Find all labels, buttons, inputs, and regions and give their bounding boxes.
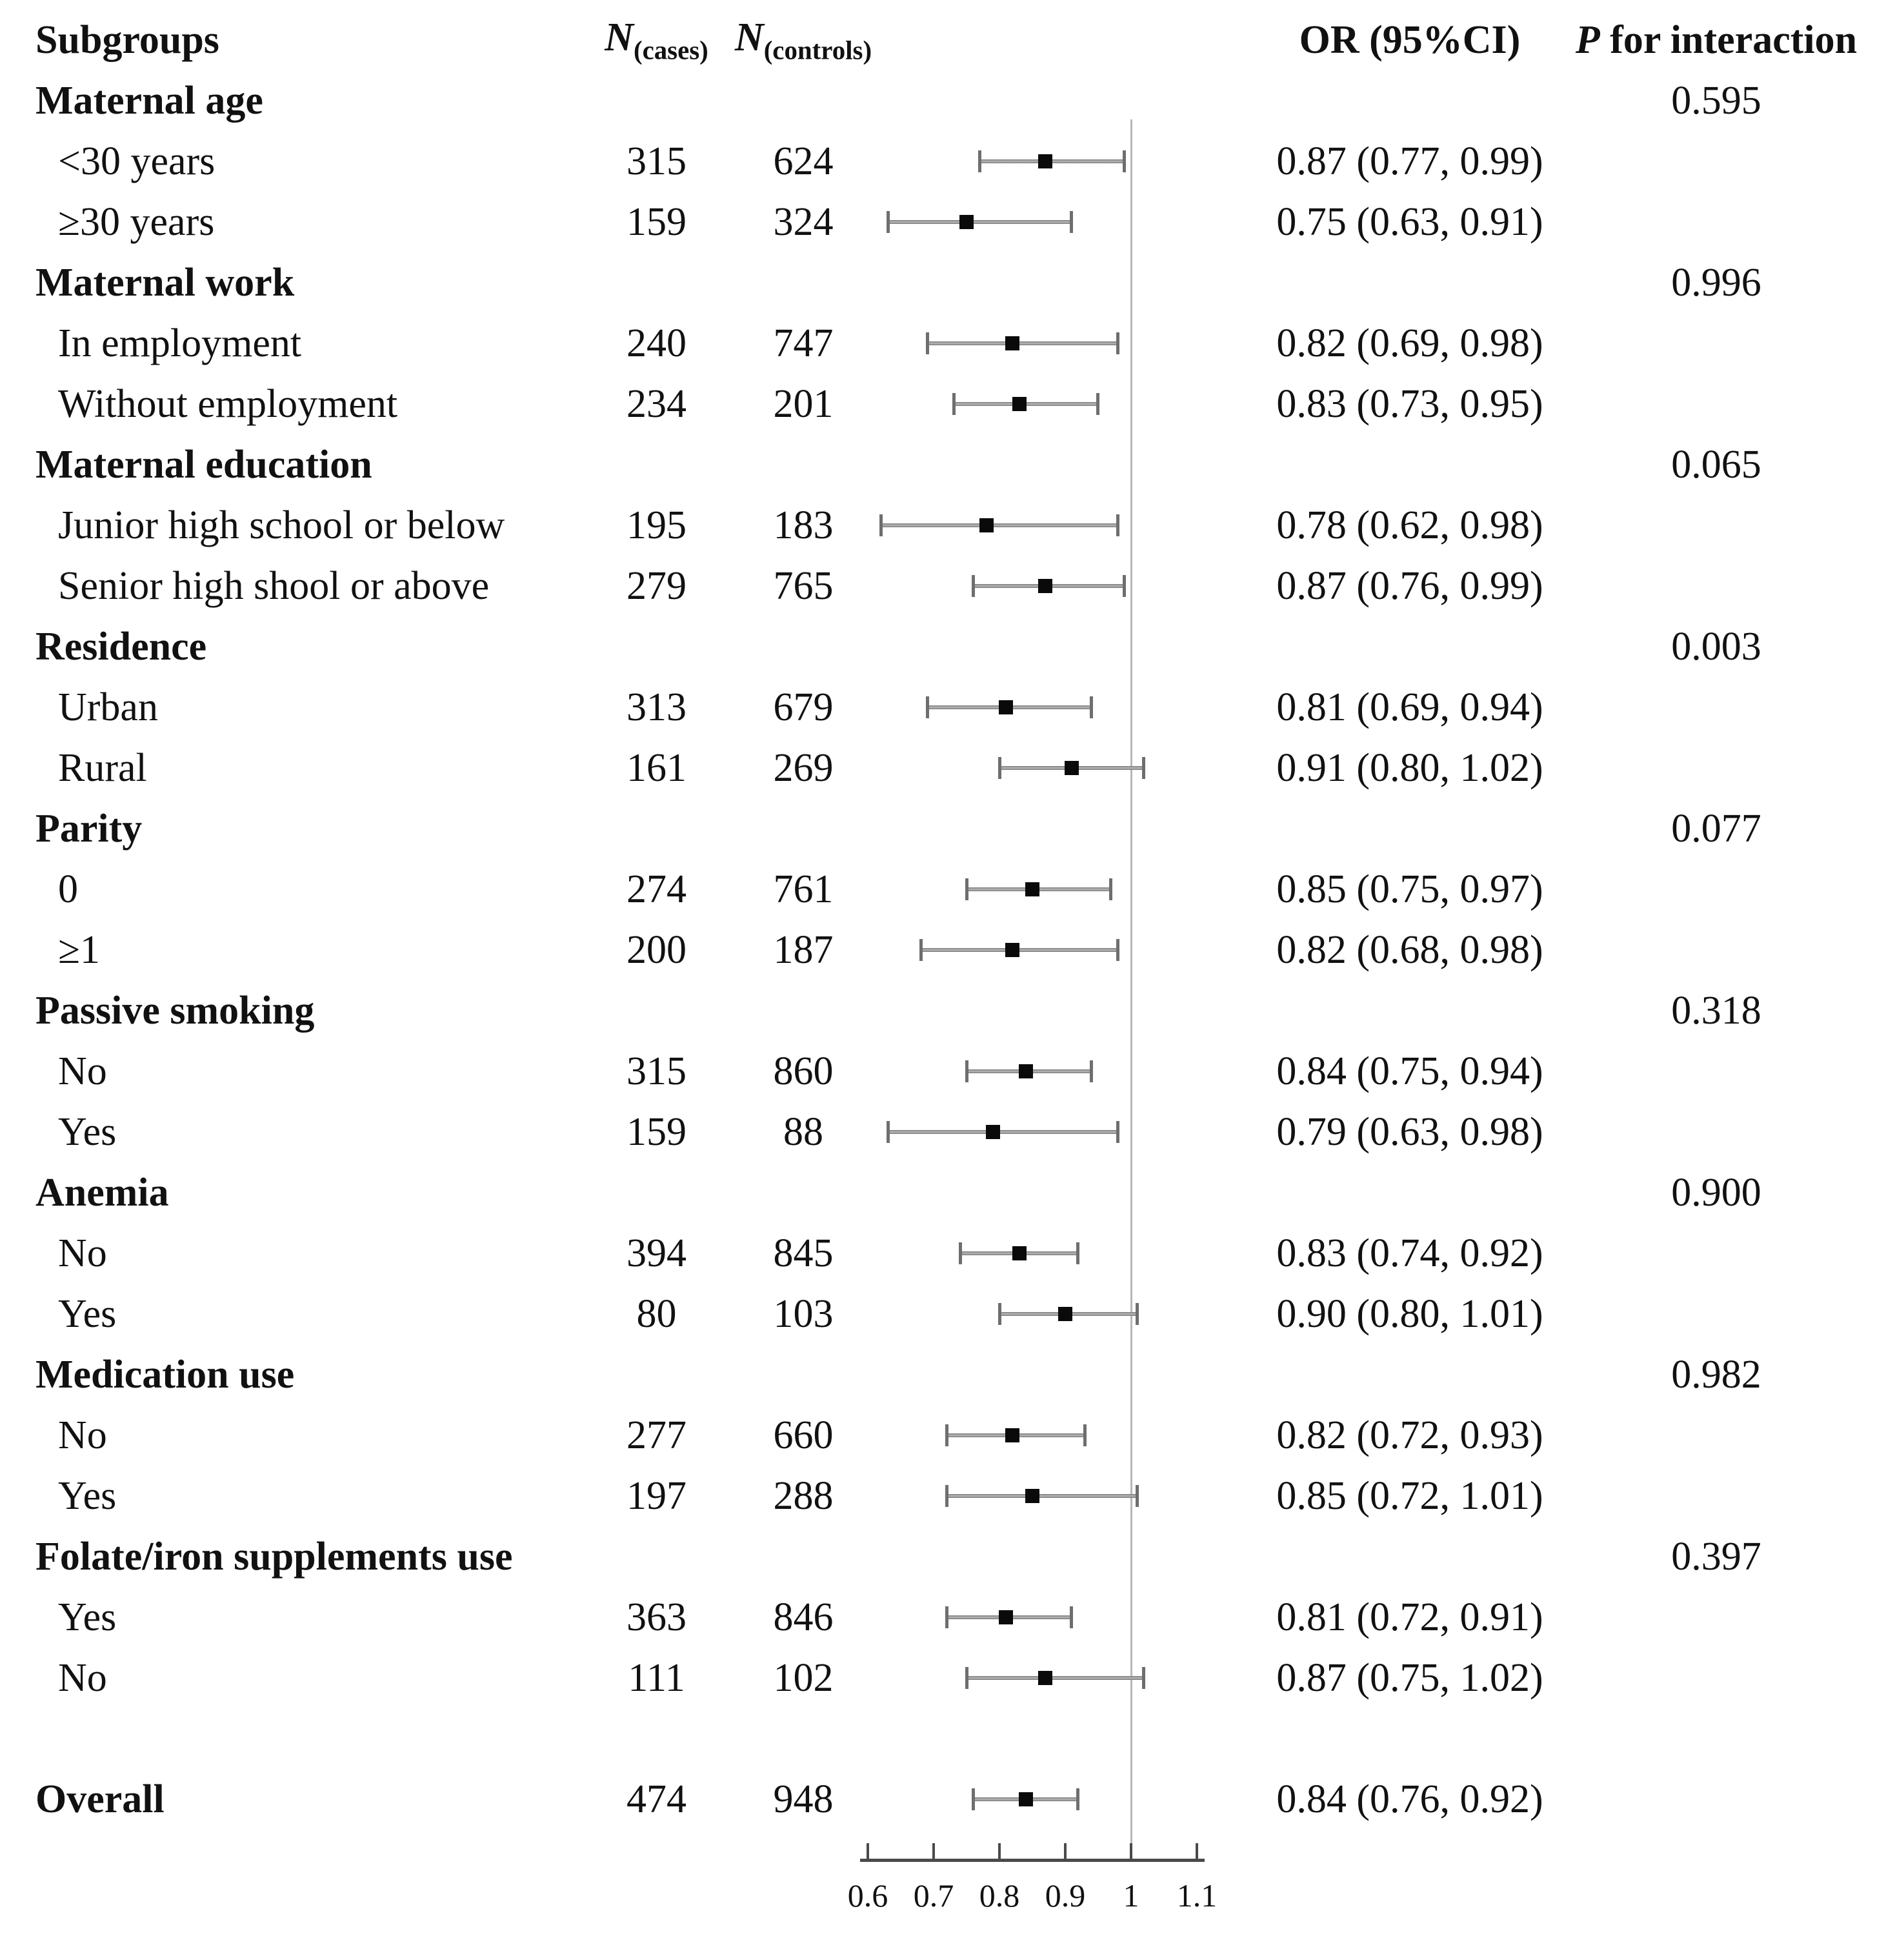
n-cases-value: 161 <box>627 745 687 790</box>
table-row <box>35 131 1861 192</box>
row-label: Junior high school or below <box>58 503 505 547</box>
or-ci-value: 0.90 (0.80, 1.01) <box>1276 1291 1543 1336</box>
table-row <box>35 677 1861 738</box>
x-axis-tick-label: 0.8 <box>979 1877 1020 1914</box>
n-cases-value: 159 <box>627 199 687 244</box>
row-label: Yes <box>58 1109 117 1154</box>
row-label: ≥1 <box>58 927 101 972</box>
row-label: Urban <box>58 685 158 729</box>
or-ci-value: 0.82 (0.69, 0.98) <box>1276 321 1543 365</box>
p-interaction-value: 0.397 <box>1671 1534 1761 1579</box>
n-controls-value: 846 <box>773 1595 834 1639</box>
row-label: No <box>58 1413 107 1457</box>
table-row <box>35 556 1861 616</box>
table-row <box>35 1344 1861 1405</box>
table-row <box>35 252 1861 313</box>
n-controls-value: 102 <box>773 1655 834 1700</box>
row-label: Residence <box>35 624 207 669</box>
table-row <box>35 1526 1861 1587</box>
x-axis-tick <box>1064 1843 1067 1859</box>
row-label: Anemia <box>35 1170 169 1215</box>
table-row <box>35 1769 1861 1830</box>
row-label: Yes <box>58 1595 117 1639</box>
p-interaction-value: 0.982 <box>1671 1352 1761 1397</box>
p-header-text: for interaction <box>1610 17 1858 62</box>
or-ci-value: 0.87 (0.77, 0.99) <box>1276 139 1543 183</box>
table-row <box>35 1587 1861 1648</box>
p-interaction-value: 0.003 <box>1671 624 1761 669</box>
or-ci-value: 0.87 (0.75, 1.02) <box>1276 1655 1543 1700</box>
table-row <box>35 70 1861 131</box>
n-cases-value: 159 <box>627 1109 687 1154</box>
n-cases-value: 277 <box>627 1413 687 1457</box>
table-row <box>35 980 1861 1041</box>
table-row <box>35 313 1861 374</box>
p-interaction-value: 0.595 <box>1671 78 1761 123</box>
table-row <box>35 1648 1861 1708</box>
subgroup-table <box>35 10 1861 1830</box>
table-row <box>35 1102 1861 1162</box>
n-cases-value: 313 <box>627 685 687 729</box>
n-controls-value: 660 <box>773 1413 834 1457</box>
n-controls-value: 269 <box>773 745 834 790</box>
n-cases-value: 315 <box>627 1049 687 1093</box>
row-label: Passive smoking <box>35 988 315 1033</box>
row-label: Yes <box>58 1473 117 1518</box>
or-ci-value: 0.85 (0.72, 1.01) <box>1276 1473 1543 1518</box>
n-controls-value: 624 <box>773 139 834 183</box>
n-cases-symbol: N <box>605 15 634 59</box>
or-ci-value: 0.79 (0.63, 0.98) <box>1276 1109 1543 1154</box>
or-ci-value: 0.83 (0.74, 0.92) <box>1276 1231 1543 1275</box>
table-row <box>35 434 1861 495</box>
or-ci-value: 0.91 (0.80, 1.02) <box>1276 745 1543 790</box>
n-controls-value: 103 <box>773 1291 834 1336</box>
n-cases-value: 279 <box>627 563 687 608</box>
x-axis-tick-label: 1.1 <box>1176 1877 1218 1914</box>
n-cases-value: 394 <box>627 1231 687 1275</box>
n-cases-value: 274 <box>627 867 687 911</box>
n-cases-value: 80 <box>636 1291 677 1336</box>
row-label: Without employment <box>58 381 398 426</box>
table-row <box>35 1284 1861 1344</box>
n-controls-value: 948 <box>773 1777 834 1821</box>
or-ci-value: 0.82 (0.72, 0.93) <box>1276 1413 1543 1457</box>
table-row <box>35 1162 1861 1223</box>
col-header-or-ci: OR (95%CI) <box>1299 17 1521 62</box>
row-label: In employment <box>58 321 302 365</box>
table-header-row <box>35 10 1861 70</box>
x-axis-tick <box>1130 1843 1132 1859</box>
or-ci-value: 0.75 (0.63, 0.91) <box>1276 199 1543 244</box>
table-row <box>35 1223 1861 1284</box>
or-ci-value: 0.87 (0.76, 0.99) <box>1276 563 1543 608</box>
n-cases-subscript: (cases) <box>633 35 708 65</box>
table-row <box>35 859 1861 920</box>
n-cases-value: 197 <box>627 1473 687 1518</box>
x-axis-tick-label: 0.9 <box>1045 1877 1086 1914</box>
table-rows <box>35 70 1861 1830</box>
x-axis-tick <box>998 1843 1001 1859</box>
x-axis-tick-label: 1 <box>1123 1877 1139 1914</box>
row-label: Parity <box>35 806 143 851</box>
col-header-p-interaction <box>1571 17 1861 63</box>
n-controls-value: 761 <box>773 867 834 911</box>
n-controls-value: 765 <box>773 563 834 608</box>
table-row <box>35 374 1861 434</box>
n-controls-value: 324 <box>773 199 834 244</box>
or-ci-value: 0.78 (0.62, 0.98) <box>1276 503 1543 547</box>
row-label: 0 <box>58 867 78 911</box>
row-label: Rural <box>58 745 147 790</box>
p-interaction-value: 0.318 <box>1671 988 1761 1033</box>
n-cases-value: 234 <box>627 381 687 426</box>
n-controls-value: 201 <box>773 381 834 426</box>
row-label: No <box>58 1655 107 1700</box>
row-label: Senior high shool or above <box>58 563 490 608</box>
p-interaction-value: 0.065 <box>1671 442 1761 487</box>
n-controls-value: 679 <box>773 685 834 729</box>
n-controls-value: 747 <box>773 321 834 365</box>
row-label: Maternal education <box>35 442 372 487</box>
or-ci-value: 0.83 (0.73, 0.95) <box>1276 381 1543 426</box>
p-interaction-value: 0.077 <box>1671 806 1761 851</box>
table-row <box>35 192 1861 252</box>
table-row <box>35 738 1861 798</box>
or-ci-value: 0.84 (0.75, 0.94) <box>1276 1049 1543 1093</box>
p-interaction-value: 0.996 <box>1671 260 1761 305</box>
n-cases-value: 474 <box>627 1777 687 1821</box>
table-row <box>35 1708 1861 1769</box>
row-label: <30 years <box>58 139 216 183</box>
p-symbol: P <box>1575 17 1600 62</box>
x-axis-tick <box>1196 1843 1198 1859</box>
row-label: Yes <box>58 1291 117 1336</box>
n-cases-value: 111 <box>628 1655 685 1700</box>
row-label: Medication use <box>35 1352 295 1397</box>
or-ci-value: 0.85 (0.75, 0.97) <box>1276 867 1543 911</box>
or-ci-value: 0.84 (0.76, 0.92) <box>1276 1777 1543 1821</box>
table-row <box>35 1405 1861 1466</box>
n-controls-value: 187 <box>773 927 834 972</box>
table-row <box>35 920 1861 980</box>
col-header-n-cases <box>587 15 726 65</box>
n-controls-value: 183 <box>773 503 834 547</box>
table-row <box>35 1041 1861 1102</box>
col-header-n-controls <box>726 15 881 65</box>
x-axis-tick-label: 0.7 <box>913 1877 954 1914</box>
row-label: No <box>58 1049 107 1093</box>
n-cases-value: 200 <box>627 927 687 972</box>
n-cases-value: 315 <box>627 139 687 183</box>
table-row <box>35 616 1861 677</box>
n-controls-value: 860 <box>773 1049 834 1093</box>
table-row <box>35 798 1861 859</box>
x-axis-tick <box>867 1843 869 1859</box>
x-axis-line <box>860 1859 1205 1862</box>
row-label: ≥30 years <box>58 199 215 244</box>
n-controls-value: 845 <box>773 1231 834 1275</box>
table-row <box>35 1466 1861 1526</box>
or-ci-value: 0.81 (0.72, 0.91) <box>1276 1595 1543 1639</box>
row-label: Overall <box>35 1777 165 1821</box>
n-controls-value: 288 <box>773 1473 834 1518</box>
row-label: Folate/iron supplements use <box>35 1534 513 1579</box>
row-label: Maternal age <box>35 78 263 123</box>
n-cases-value: 195 <box>627 503 687 547</box>
p-interaction-value: 0.900 <box>1671 1170 1761 1215</box>
x-axis-tick <box>932 1843 935 1859</box>
n-cases-value: 363 <box>627 1595 687 1639</box>
or-ci-value: 0.81 (0.69, 0.94) <box>1276 685 1543 729</box>
n-cases-value: 240 <box>627 321 687 365</box>
n-controls-symbol: N <box>734 15 764 59</box>
col-header-subgroups: Subgroups <box>35 17 219 62</box>
n-controls-value: 88 <box>783 1109 823 1154</box>
row-label: No <box>58 1231 107 1275</box>
n-controls-subscript: (controls) <box>763 35 872 65</box>
x-axis-tick-label: 0.6 <box>847 1877 888 1914</box>
row-label: Maternal work <box>35 260 295 305</box>
table-row <box>35 495 1861 556</box>
or-ci-value: 0.82 (0.68, 0.98) <box>1276 927 1543 972</box>
